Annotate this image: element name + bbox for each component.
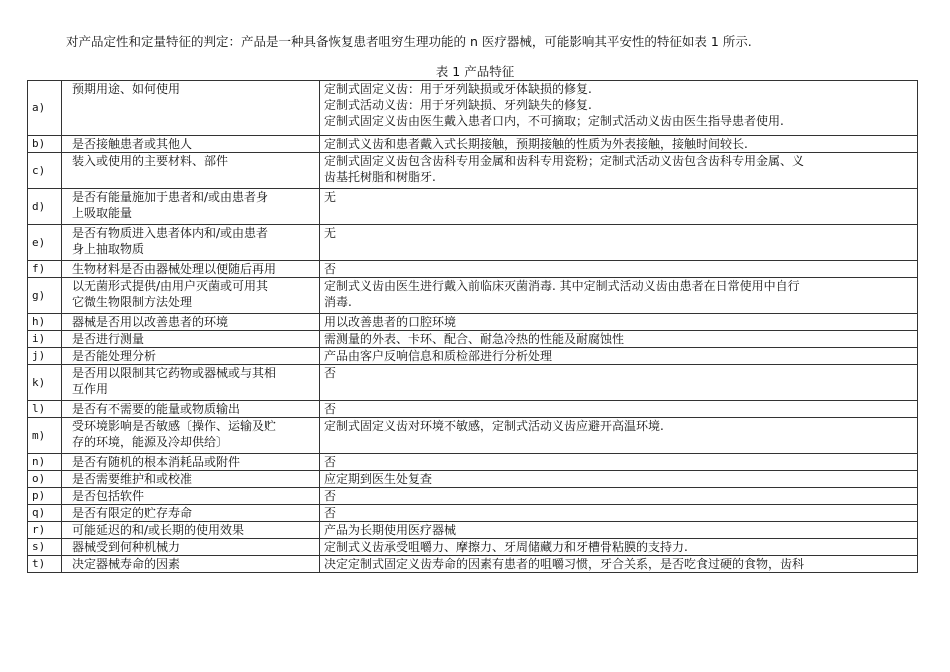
row-question bbox=[62, 505, 320, 522]
question-line: 是否接触患者或其他人 bbox=[72, 137, 193, 151]
answer-line: 齿基托树脂和树脂牙. bbox=[324, 170, 436, 184]
row-answer bbox=[320, 348, 918, 365]
answer-line: 应定期到医生处复查 bbox=[324, 472, 433, 486]
row-answer bbox=[320, 225, 918, 261]
answer-line: 无 bbox=[324, 226, 337, 240]
answer-line: 定制式固定义齿由医生戴入患者口内，不可摘取；定制式活动义齿由医生指导患者使用. bbox=[324, 114, 784, 128]
row-answer bbox=[320, 522, 918, 539]
row-code: t) bbox=[28, 556, 62, 573]
answer-line: 用以改善患者的口腔环境 bbox=[324, 315, 457, 329]
answer-line: 否 bbox=[324, 366, 337, 380]
answer-line: 产品由客户反响信息和质检部进行分析处理 bbox=[324, 349, 553, 363]
answer-line: 定制式固定义齿：用于牙列缺损或牙体缺损的修复. bbox=[324, 82, 592, 96]
question-line: 上吸取能量 bbox=[72, 206, 133, 220]
question-line: 是否用以限制其它药物或器械或与其相 bbox=[72, 366, 277, 380]
answer-line: 否 bbox=[324, 455, 337, 469]
answer-line: 定制式固定义齿包含齿科专用金属和齿科专用瓷粉；定制式活动义齿包含齿科专用金属、义 bbox=[324, 154, 805, 168]
table-row bbox=[28, 488, 918, 505]
row-question bbox=[62, 454, 320, 471]
row-question bbox=[62, 225, 320, 261]
row-code: i) bbox=[28, 331, 62, 348]
table-row bbox=[28, 348, 918, 365]
row-code: f) bbox=[28, 261, 62, 278]
answer-line: 否 bbox=[324, 506, 337, 520]
row-code: g) bbox=[28, 278, 62, 314]
row-question bbox=[62, 261, 320, 278]
table-row bbox=[28, 81, 918, 136]
answer-line: 无 bbox=[324, 190, 337, 204]
table-row bbox=[28, 153, 918, 189]
question-line: 是否有限定的贮存寿命 bbox=[72, 506, 193, 520]
answer-line: 否 bbox=[324, 262, 337, 276]
row-answer bbox=[320, 505, 918, 522]
question-line: 是否包括软件 bbox=[72, 489, 145, 503]
table-row bbox=[28, 136, 918, 153]
table-row bbox=[28, 401, 918, 418]
row-code: j) bbox=[28, 348, 62, 365]
table-row bbox=[28, 522, 918, 539]
intro-paragraph: 对产品定性和定量特征的判定：产品是一种具备恢复患者咀穷生理功能的 n 医疗器械，可能影响其平安性的特征如表 1 所示. bbox=[66, 34, 752, 49]
question-line: 决定器械寿命的因素 bbox=[72, 557, 181, 571]
answer-line: 否 bbox=[324, 489, 337, 503]
row-answer bbox=[320, 153, 918, 189]
row-code: l) bbox=[28, 401, 62, 418]
table-row bbox=[28, 365, 918, 401]
row-code: q) bbox=[28, 505, 62, 522]
row-answer bbox=[320, 81, 918, 136]
question-line: 装入或使用的主要材料、部件 bbox=[72, 154, 229, 168]
row-answer bbox=[320, 189, 918, 225]
question-line: 它微生物限制方法处理 bbox=[72, 295, 193, 309]
row-question bbox=[62, 81, 320, 136]
table-row bbox=[28, 418, 918, 454]
row-question bbox=[62, 348, 320, 365]
row-question bbox=[62, 539, 320, 556]
table-row bbox=[28, 278, 918, 314]
row-answer bbox=[320, 365, 918, 401]
row-question bbox=[62, 522, 320, 539]
question-line: 是否有能量施加于患者和/或由患者身 bbox=[72, 190, 269, 204]
answer-line: 决定定制式固定义齿寿命的因素有患者的咀嚼习惯，牙合关系，是否吃食过硬的食物，齿科 bbox=[324, 557, 805, 571]
question-line: 互作用 bbox=[72, 382, 109, 396]
product-features-table bbox=[27, 80, 918, 573]
question-line: 是否有随机的根本消耗品或附件 bbox=[72, 455, 241, 469]
table-row bbox=[28, 331, 918, 348]
answer-line: 定制式义齿和患者戴入式长期接触，预期接触的性质为外表接触，接触时间较长. bbox=[324, 137, 748, 151]
table-row bbox=[28, 189, 918, 225]
answer-line: 定制式义齿承受咀嚼力、摩擦力、牙周储藏力和牙槽骨粘膜的支持力. bbox=[324, 540, 688, 554]
row-code: c) bbox=[28, 153, 62, 189]
row-answer bbox=[320, 278, 918, 314]
answer-line: 定制式义齿由医生进行戴入前临床灭菌消毒. 其中定制式活动义齿由患者在日常使用中自行 bbox=[324, 279, 800, 293]
row-question bbox=[62, 153, 320, 189]
table-row bbox=[28, 454, 918, 471]
answer-line: 定制式活动义齿：用于牙列缺损、牙列缺失的修复. bbox=[324, 98, 592, 112]
row-question bbox=[62, 488, 320, 505]
question-line: 器械受到何种机械力 bbox=[72, 540, 181, 554]
question-line: 生物材料是否由器械处理以便随后再用 bbox=[72, 262, 277, 276]
row-question bbox=[62, 331, 320, 348]
row-code: b) bbox=[28, 136, 62, 153]
row-code: d) bbox=[28, 189, 62, 225]
table-body bbox=[28, 81, 918, 573]
table-row bbox=[28, 471, 918, 488]
question-line: 预期用途、如何使用 bbox=[72, 82, 181, 96]
table-row bbox=[28, 261, 918, 278]
table-row bbox=[28, 505, 918, 522]
row-answer bbox=[320, 136, 918, 153]
table-caption: 表 1 产品特征 bbox=[435, 64, 515, 79]
question-line: 以无菌形式提供/由用户灭菌或可用其 bbox=[72, 279, 269, 293]
row-code: p) bbox=[28, 488, 62, 505]
answer-line: 否 bbox=[324, 402, 337, 416]
question-line: 是否有物质进入患者体内和/或由患者 bbox=[72, 226, 269, 240]
row-answer bbox=[320, 314, 918, 331]
row-code: m) bbox=[28, 418, 62, 454]
row-code: s) bbox=[28, 539, 62, 556]
question-line: 器械是否用以改善患者的环境 bbox=[72, 315, 229, 329]
answer-line: 消毒. bbox=[324, 295, 352, 309]
row-answer bbox=[320, 539, 918, 556]
question-line: 可能延迟的和/或长期的使用效果 bbox=[72, 523, 245, 537]
row-question bbox=[62, 278, 320, 314]
row-code: r) bbox=[28, 522, 62, 539]
question-line: 是否需要维护和或校准 bbox=[72, 472, 193, 486]
row-answer bbox=[320, 488, 918, 505]
question-line: 存的环境，能源及冷却供给〕 bbox=[72, 435, 229, 449]
row-answer bbox=[320, 418, 918, 454]
row-code: h) bbox=[28, 314, 62, 331]
row-question bbox=[62, 401, 320, 418]
answer-line: 需测量的外表、卡环、配合、耐急冷热的性能及耐腐蚀性 bbox=[324, 332, 625, 346]
row-code: a) bbox=[28, 81, 62, 136]
row-answer bbox=[320, 556, 918, 573]
row-question bbox=[62, 189, 320, 225]
question-line: 是否进行测量 bbox=[72, 332, 145, 346]
row-question bbox=[62, 314, 320, 331]
question-line: 受环境影响是否敏感〔操作、运输及贮 bbox=[72, 419, 277, 433]
row-question bbox=[62, 136, 320, 153]
question-line: 是否能处理分析 bbox=[72, 349, 157, 363]
question-line: 是否有不需要的能量或物质输出 bbox=[72, 402, 241, 416]
row-question bbox=[62, 365, 320, 401]
table-row bbox=[28, 556, 918, 573]
row-answer bbox=[320, 471, 918, 488]
answer-line: 产品为长期使用医疗器械 bbox=[324, 523, 457, 537]
row-code: o) bbox=[28, 471, 62, 488]
row-question bbox=[62, 556, 320, 573]
question-line: 身上抽取物质 bbox=[72, 242, 145, 256]
row-answer bbox=[320, 454, 918, 471]
table-row bbox=[28, 539, 918, 556]
row-answer bbox=[320, 401, 918, 418]
row-code: k) bbox=[28, 365, 62, 401]
row-code: n) bbox=[28, 454, 62, 471]
row-question bbox=[62, 471, 320, 488]
row-answer bbox=[320, 261, 918, 278]
row-question bbox=[62, 418, 320, 454]
answer-line: 定制式固定义齿对环境不敏感，定制式活动义齿应避开高温环境. bbox=[324, 419, 664, 433]
row-code: e) bbox=[28, 225, 62, 261]
table-row bbox=[28, 225, 918, 261]
row-answer bbox=[320, 331, 918, 348]
table-row bbox=[28, 314, 918, 331]
